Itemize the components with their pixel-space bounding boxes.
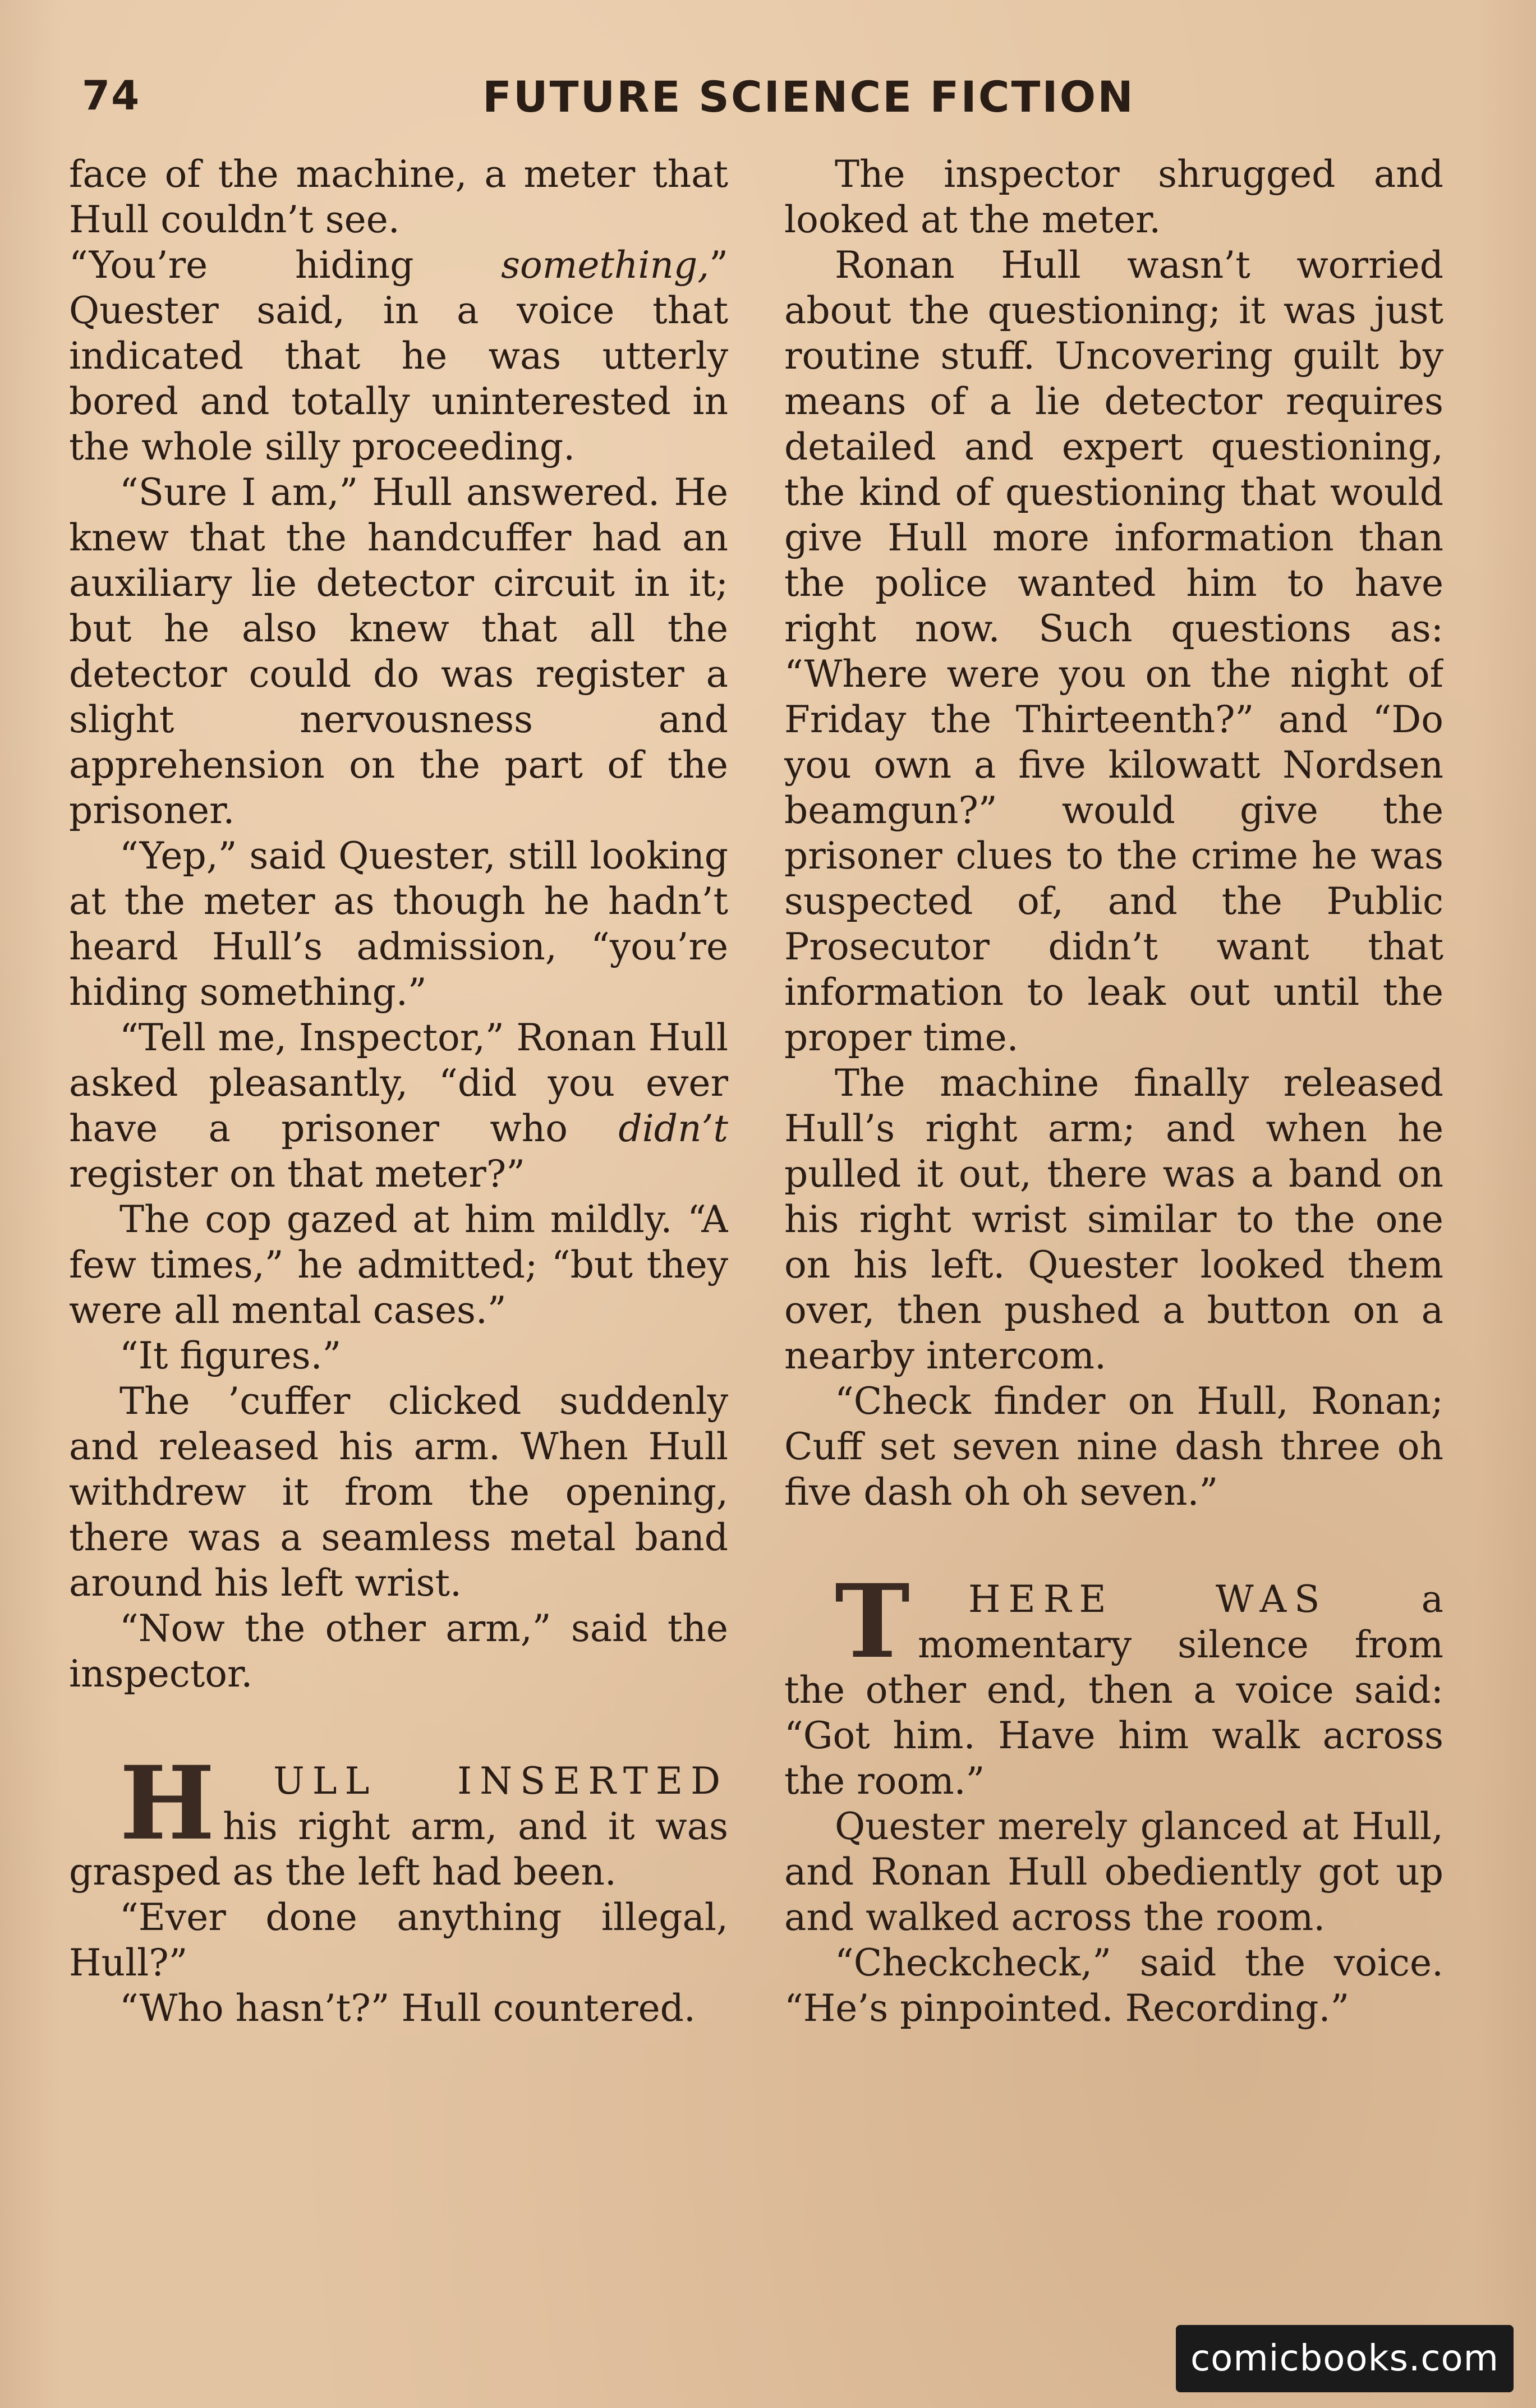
section-opening-paragraph bbox=[784, 1563, 1443, 1804]
lead-in-caps: ULL INSERTED bbox=[273, 1759, 728, 1803]
paragraph: “Sure I am,” Hull answered. He knew that the handcuffer had an auxiliary lie detector circuit in it; but he also knew that all the detector could do was register a slight nervousness and apprehension on the part of the prisoner. bbox=[69, 471, 728, 832]
running-title: FUTURE SCIENCE FICTION bbox=[482, 72, 1135, 122]
paragraph: “It figures.” bbox=[119, 1334, 342, 1377]
paragraph: “Now the other arm,” said the inspector. bbox=[69, 1607, 728, 1695]
site-watermark: comicbooks.com bbox=[1176, 2325, 1514, 2392]
text-run: his right arm, and it was grasped as the left had been. bbox=[69, 1805, 728, 1894]
drop-cap: T bbox=[835, 1563, 910, 1681]
text-run: “Tell me, Inspector,” Ronan Hull asked pleasantly, “did you ever have a prisoner who bbox=[69, 1016, 728, 1150]
emphasis-text: didn’t bbox=[618, 1107, 728, 1150]
paragraph: The inspector shrugged and looked at the meter. bbox=[784, 153, 1443, 241]
paragraph: “Check finder on Hull, Ronan; Cuff set seven nine dash three oh five dash oh oh seven.” bbox=[784, 1380, 1443, 1514]
text-run: a momentary silence from the other end, then a voice said: “Got him. Have him walk across the room.” bbox=[784, 1578, 1443, 1803]
section-opening-paragraph bbox=[69, 1744, 728, 1895]
text-run: ” Quester said, in a voice that indicated that he was utterly bored and totally uninterested in the whole silly proceeding. bbox=[69, 243, 728, 468]
lead-in-caps: HERE WAS bbox=[968, 1578, 1328, 1621]
paragraph: “Checkcheck,” said the voice. “He’s pinpointed. Recording.” bbox=[784, 1941, 1443, 2030]
page-number: 74 bbox=[82, 72, 141, 119]
paragraph: The cop gazed at him mildly. “A few times,” he admitted; “but they were all mental cases.” bbox=[69, 1198, 728, 1332]
drop-cap: H bbox=[119, 1744, 215, 1863]
emphasis-text: something, bbox=[501, 243, 710, 287]
paragraph: “Ever done anything illegal, Hull?” bbox=[69, 1896, 728, 1984]
left-column bbox=[69, 151, 728, 2317]
paragraph: The machine finally released Hull’s right arm; and when he pulled it out, there was a band on his right wrist similar to the one on his left. Quester looked them over, then pushed a button on a nearby intercom. bbox=[784, 1061, 1443, 1377]
paragraph bbox=[69, 1015, 728, 1197]
right-column bbox=[784, 151, 1443, 2317]
paragraph: “Who hasn’t?” Hull countered. bbox=[119, 1987, 696, 2030]
paragraph: The ’cuffer clicked suddenly and released his arm. When Hull withdrew it from the opening, there was a seamless metal band around his left wrist. bbox=[69, 1380, 728, 1605]
paragraph: “Yep,” said Quester, still looking at the meter as though he hadn’t heard Hull’s admission, “you’re hiding something.” bbox=[69, 834, 728, 1014]
paragraph: Ronan Hull wasn’t worried about the questioning; it was just routine stuff. Uncovering guilt by means of a lie detector requires detailed and expert questioning, the kind of questioning that would give Hull more information than the police wanted him to have right now. Such questions as: “Where were you on the night of Friday the Thirteenth?” and “Do you own a five kilowatt Nordsen beamgun?” would give the prisoner clues to the crime he was suspected of, and the Public Prosecutor didn’t want that information to leak out until the proper time. bbox=[784, 243, 1443, 1059]
text-run: “You’re hiding bbox=[69, 243, 502, 287]
paragraph bbox=[69, 242, 728, 470]
paragraph: face of the machine, a meter that Hull couldn’t see. bbox=[69, 153, 728, 241]
paragraph: Quester merely glanced at Hull, and Ronan Hull obediently got up and walked across the room. bbox=[784, 1805, 1443, 1939]
text-run: register on that meter?” bbox=[69, 1152, 525, 1196]
